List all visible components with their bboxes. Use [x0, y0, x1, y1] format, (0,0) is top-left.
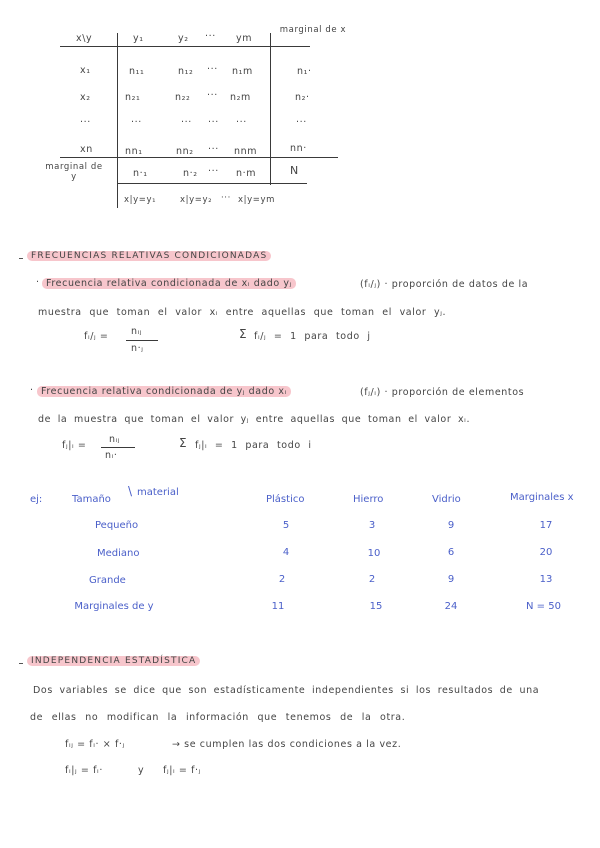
table-cell: 13	[539, 574, 553, 585]
header-y2: y₂	[178, 33, 189, 44]
header-corner: x\y	[76, 33, 93, 44]
section-title-frecuencias: FRECUENCIAS RELATIVAS CONDICIONADAS	[27, 251, 271, 261]
row-label: xn	[80, 144, 93, 155]
independencia-para1: Dos variables se dice que son estadísticamente independientes si los resultados de una	[33, 685, 540, 696]
marginal-cell: ···	[296, 117, 307, 128]
table-cell: 2	[278, 574, 286, 585]
table-cell: ···	[181, 117, 192, 128]
example-label: ej:	[30, 494, 43, 505]
table-cell: ···	[207, 90, 218, 101]
table-cell: n₁₂	[178, 66, 194, 77]
cond-label: ···	[221, 193, 231, 203]
formula2-num: nᵢⱼ	[109, 434, 121, 445]
marginal-y-cell: ···	[208, 166, 219, 177]
table-cell: 15	[369, 601, 383, 612]
independence-eq2-b: fⱼ|ᵢ = f·ⱼ	[163, 765, 201, 776]
table-cell: 11	[271, 601, 285, 612]
row-label: ···	[80, 117, 91, 128]
table-cell: ···	[131, 117, 142, 128]
total-n: N	[290, 164, 299, 177]
table-cell: 2	[368, 574, 376, 585]
header-dots: ···	[205, 31, 216, 42]
formula2-den: nᵢ·	[105, 450, 118, 461]
cond-label: x|y=y₂	[180, 195, 213, 205]
column-header: Hierro	[353, 494, 384, 505]
header-marginal-x: marginal de x	[279, 25, 347, 35]
table-cell: nnm	[234, 146, 258, 157]
formula1-lhs: fᵢ/ⱼ =	[84, 331, 109, 342]
row-label: Pequeño	[95, 520, 139, 531]
table-cell: n₂m	[230, 92, 251, 103]
marginal-cell: n₂·	[295, 92, 310, 103]
marginal-rule	[270, 33, 271, 185]
table-cell: n₂₁	[125, 92, 141, 103]
fraction-bar	[101, 447, 135, 448]
table-cell: nn₁	[125, 146, 143, 157]
column-header: Plástico	[266, 494, 305, 505]
independence-eq2: fᵢ|ⱼ = fᵢ·	[65, 765, 103, 776]
table-cell: 3	[368, 520, 376, 531]
corner-slash: \	[128, 484, 133, 498]
marginal-y-cell: n·₁	[133, 168, 148, 179]
table-cell: n₂₂	[175, 92, 191, 103]
independence-eq2-y: y	[138, 765, 145, 776]
cond-label: x|y=y₁	[124, 195, 157, 205]
table-cell: N = 50	[526, 601, 561, 612]
table-cell: 24	[444, 601, 458, 612]
row-label: x₁	[80, 65, 91, 76]
table-cell: 20	[539, 547, 553, 558]
column-header: Marginales x	[510, 492, 574, 503]
bullet-dot: ·	[36, 277, 40, 288]
table-cell: ···	[208, 117, 219, 128]
formula1-num: nᵢⱼ	[131, 326, 143, 337]
item2-highlight: Frecuencia relativa condicionada de yⱼ dado xᵢ	[37, 386, 291, 397]
item1-highlight: Frecuencia relativa condicionada de xᵢ dado yⱼ	[42, 278, 296, 289]
header-y1: y₁	[133, 33, 144, 44]
table-cell: 9	[447, 520, 455, 531]
table-cell: 6	[447, 547, 455, 558]
table-cell: nn₂	[176, 146, 194, 157]
independence-eq1-rest: → se cumplen las dos condiciones a la vez.	[172, 739, 402, 750]
table-cell: 5	[282, 520, 290, 531]
section-title-independencia: INDEPENDENCIA ESTADÍSTICA	[27, 656, 200, 666]
table-cell: 17	[539, 520, 553, 531]
column-header: Vidrio	[432, 494, 461, 505]
row-label: Marginales de y	[74, 601, 154, 612]
independencia-para2: de ellas no modifican la información que tenemos de la otra.	[30, 712, 406, 723]
item2-rest: (fⱼ/ᵢ) · proporción de elementos	[360, 387, 525, 398]
table-cell: n₁m	[232, 66, 253, 77]
corner-row-label: Tamaño	[72, 494, 111, 505]
bullet-dot: ·	[30, 385, 34, 396]
row-label: Grande	[89, 575, 126, 586]
item1-rest: (fᵢ/ⱼ) · proporción de datos de la	[360, 279, 529, 290]
sum-symbol: Σ	[179, 436, 188, 450]
bullet-dash	[19, 258, 23, 259]
marginal-cell: n₁·	[297, 66, 312, 77]
table-cell: n₁₁	[129, 66, 145, 77]
corner-col-label: material	[137, 487, 179, 498]
marginal-y-label: marginal de y	[45, 162, 103, 182]
table-cell: 4	[282, 547, 290, 558]
formula2-sum: fⱼ|ᵢ = 1 para todo i	[195, 440, 312, 451]
total-rule-top	[60, 157, 338, 158]
row-label-rule	[117, 33, 118, 208]
marginal-cell: nn·	[290, 143, 307, 154]
marginal-y-cell: n·₂	[183, 168, 198, 179]
header-ym: ym	[236, 33, 253, 44]
total-rule-bottom	[117, 183, 307, 184]
table-cell: 10	[367, 548, 381, 559]
row-label: x₂	[80, 92, 91, 103]
table-cell: ···	[236, 117, 247, 128]
independence-eq1: fᵢⱼ = fᵢ· × f·ⱼ	[65, 739, 125, 750]
formula1-sum: fᵢ/ⱼ = 1 para todo j	[254, 331, 371, 342]
table-cell: 9	[447, 574, 455, 585]
table-cell: ···	[208, 144, 219, 155]
fraction-bar	[126, 340, 158, 341]
item1-line2: muestra que toman el valor xᵢ entre aquellas que toman el valor yⱼ.	[38, 307, 447, 318]
row-label: Mediano	[97, 548, 140, 559]
item2-line2: de la muestra que toman el valor yⱼ entre aquellas que toman el valor xᵢ.	[38, 414, 471, 425]
formula1-den: n·ⱼ	[131, 343, 144, 354]
header-rule	[60, 46, 310, 47]
table-cell: ···	[207, 64, 218, 75]
marginal-y-cell: n·m	[236, 168, 257, 179]
formula2-lhs: fⱼ|ᵢ =	[62, 440, 87, 451]
cond-label: x|y=ym	[238, 195, 275, 205]
bullet-dash	[19, 663, 23, 664]
sum-symbol: Σ	[239, 327, 248, 341]
